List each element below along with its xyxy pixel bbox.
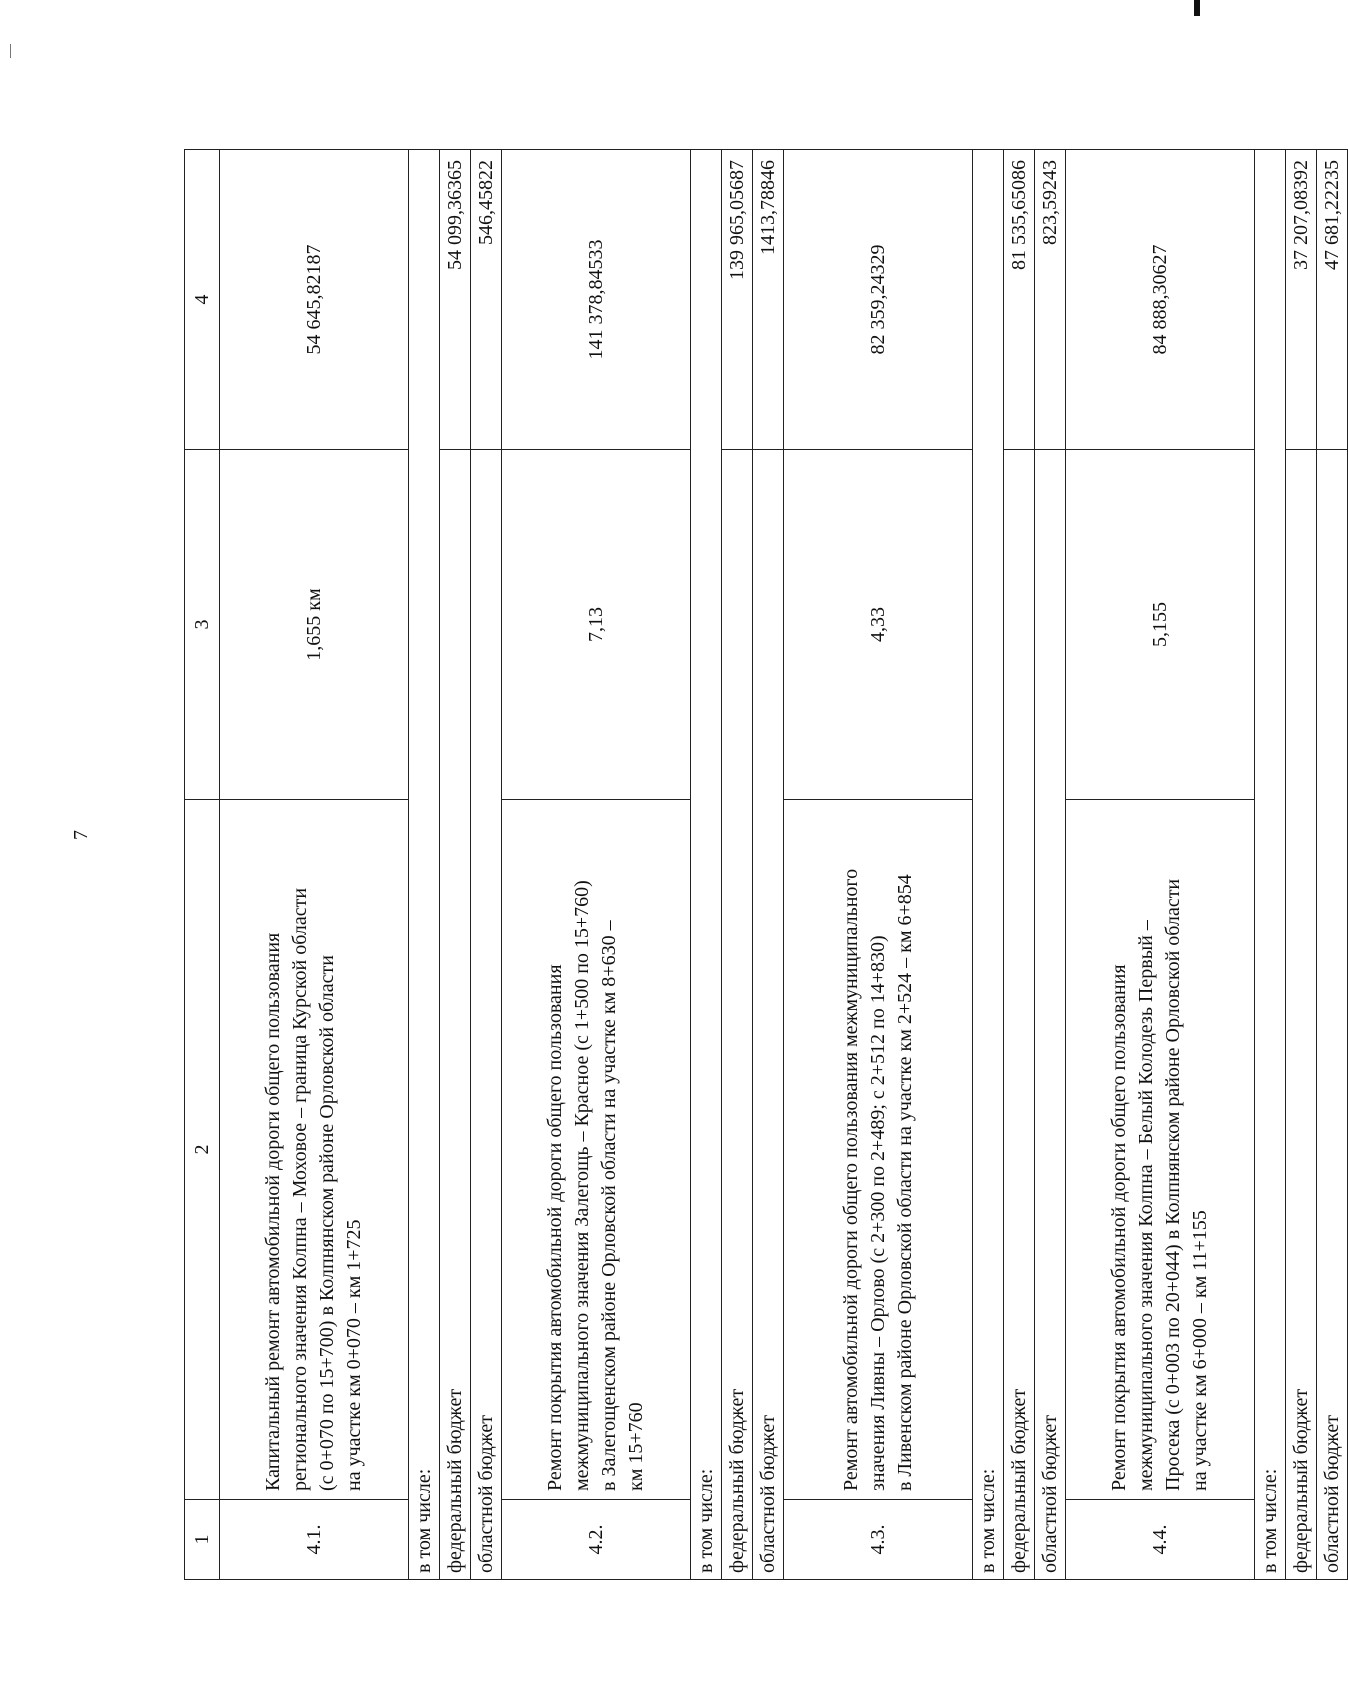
- description-line: межмуниципального значения Колпна – Белый Колодезь Первый –: [1135, 920, 1157, 1491]
- budget-label: областной бюджет: [471, 450, 502, 1580]
- budget-row: [753, 150, 784, 1580]
- item-length: 1,655 км: [220, 450, 409, 800]
- header-col-1: 1: [185, 1500, 220, 1580]
- in-total-row: [691, 150, 722, 1580]
- description-line: регионального значения Колпна – Моховое – граница Курской области: [289, 887, 311, 1491]
- budget-label: федеральный бюджет: [1004, 450, 1035, 1580]
- item-description: [220, 800, 409, 1500]
- item-number: 4.3.: [784, 1500, 973, 1580]
- description-line: (с 0+070 по 15+700) в Колпнянском районе Орловской области: [316, 955, 338, 1491]
- budget-value: 81 535,65086: [1004, 150, 1035, 450]
- budget-value: 47 681,22235: [1317, 150, 1348, 450]
- budget-label: областной бюджет: [1035, 450, 1066, 1580]
- budget-value: 823,59243: [1035, 150, 1066, 450]
- budget-row: [1035, 150, 1066, 1580]
- budget-label: областной бюджет: [1317, 450, 1348, 1580]
- item-total: 54 645,82187: [220, 150, 409, 450]
- page-number: 7: [70, 830, 92, 840]
- budget-label: федеральный бюджет: [440, 450, 471, 1580]
- in-total-label: в том числе:: [973, 150, 1004, 1580]
- description-line: на участке км 6+000 – км 11+155: [1189, 1210, 1211, 1491]
- budget-row: [1004, 150, 1035, 1580]
- in-total-row: [1255, 150, 1286, 1580]
- description-line: Капитальный ремонт автомобильной дороги общего пользования: [262, 932, 284, 1491]
- description-line: Ремонт покрытия автомобильной дороги общего пользования: [544, 964, 566, 1491]
- budget-value: 37 207,08392: [1286, 150, 1317, 450]
- table-row: [1066, 150, 1255, 1580]
- item-length: 4,33: [784, 450, 973, 800]
- budget-row: [440, 150, 471, 1580]
- scan-edge-mark: [1194, 0, 1200, 16]
- table-row: [784, 150, 973, 1580]
- budget-row: [722, 150, 753, 1580]
- item-total: 82 359,24329: [784, 150, 973, 450]
- in-total-label: в том числе:: [409, 150, 440, 1580]
- description-line: значения Ливны – Орлово (с 2+300 по 2+489; с 2+512 по 14+830): [866, 935, 889, 1491]
- item-total: 84 888,30627: [1066, 150, 1255, 450]
- description-line: км 15+760: [625, 1402, 647, 1491]
- in-total-label: в том числе:: [691, 150, 722, 1580]
- budget-value: 546,45822: [471, 150, 502, 450]
- description-line: Ремонт автомобильной дороги общего пользования межмуниципального: [839, 868, 862, 1491]
- header-col-3: 3: [185, 450, 220, 800]
- item-number: 4.4.: [1066, 1500, 1255, 1580]
- budget-value: 1413,78846: [753, 150, 784, 450]
- budget-value: 139 965,05687: [722, 150, 753, 450]
- budget-label: федеральный бюджет: [722, 450, 753, 1580]
- table-row: [220, 150, 409, 1580]
- description-line: в Залегощенском районе Орловской области на участке км 8+630 –: [598, 920, 620, 1491]
- rotated-table-container: [184, 150, 1343, 1580]
- budget-label: федеральный бюджет: [1286, 450, 1317, 1580]
- in-total-row: [973, 150, 1004, 1580]
- in-total-row: [409, 150, 440, 1580]
- budget-row: [1317, 150, 1348, 1580]
- item-number: 4.1.: [220, 1500, 409, 1580]
- description-line: Просека (с 0+003 по 20+044) в Колпнянском районе Орловской области: [1162, 878, 1184, 1491]
- item-description: [784, 800, 973, 1500]
- description-line: в Ливенском районе Орловской области на участке км 2+524 – км 6+854: [893, 874, 916, 1491]
- item-total: 141 378,84533: [502, 150, 691, 450]
- road-repair-table: [184, 149, 1348, 1580]
- item-length: 7,13: [502, 450, 691, 800]
- budget-value: 54 099,36365: [440, 150, 471, 450]
- item-description: [502, 800, 691, 1500]
- scan-tick-mark: [10, 44, 11, 58]
- budget-label: областной бюджет: [753, 450, 784, 1580]
- header-col-4: 4: [185, 150, 220, 450]
- header-row: [185, 150, 220, 1580]
- table-row: [502, 150, 691, 1580]
- header-col-2: 2: [185, 800, 220, 1500]
- budget-row: [1286, 150, 1317, 1580]
- item-description: [1066, 800, 1255, 1500]
- in-total-label: в том числе:: [1255, 150, 1286, 1580]
- description-line: на участке км 0+070 – км 1+725: [343, 1219, 365, 1491]
- budget-row: [471, 150, 502, 1580]
- description-line: межмуниципального значения Залегощь – Красное (с 1+500 по 15+760): [571, 880, 593, 1491]
- item-length: 5,155: [1066, 450, 1255, 800]
- item-number: 4.2.: [502, 1500, 691, 1580]
- description-line: Ремонт покрытия автомобильной дороги общего пользования: [1108, 964, 1130, 1491]
